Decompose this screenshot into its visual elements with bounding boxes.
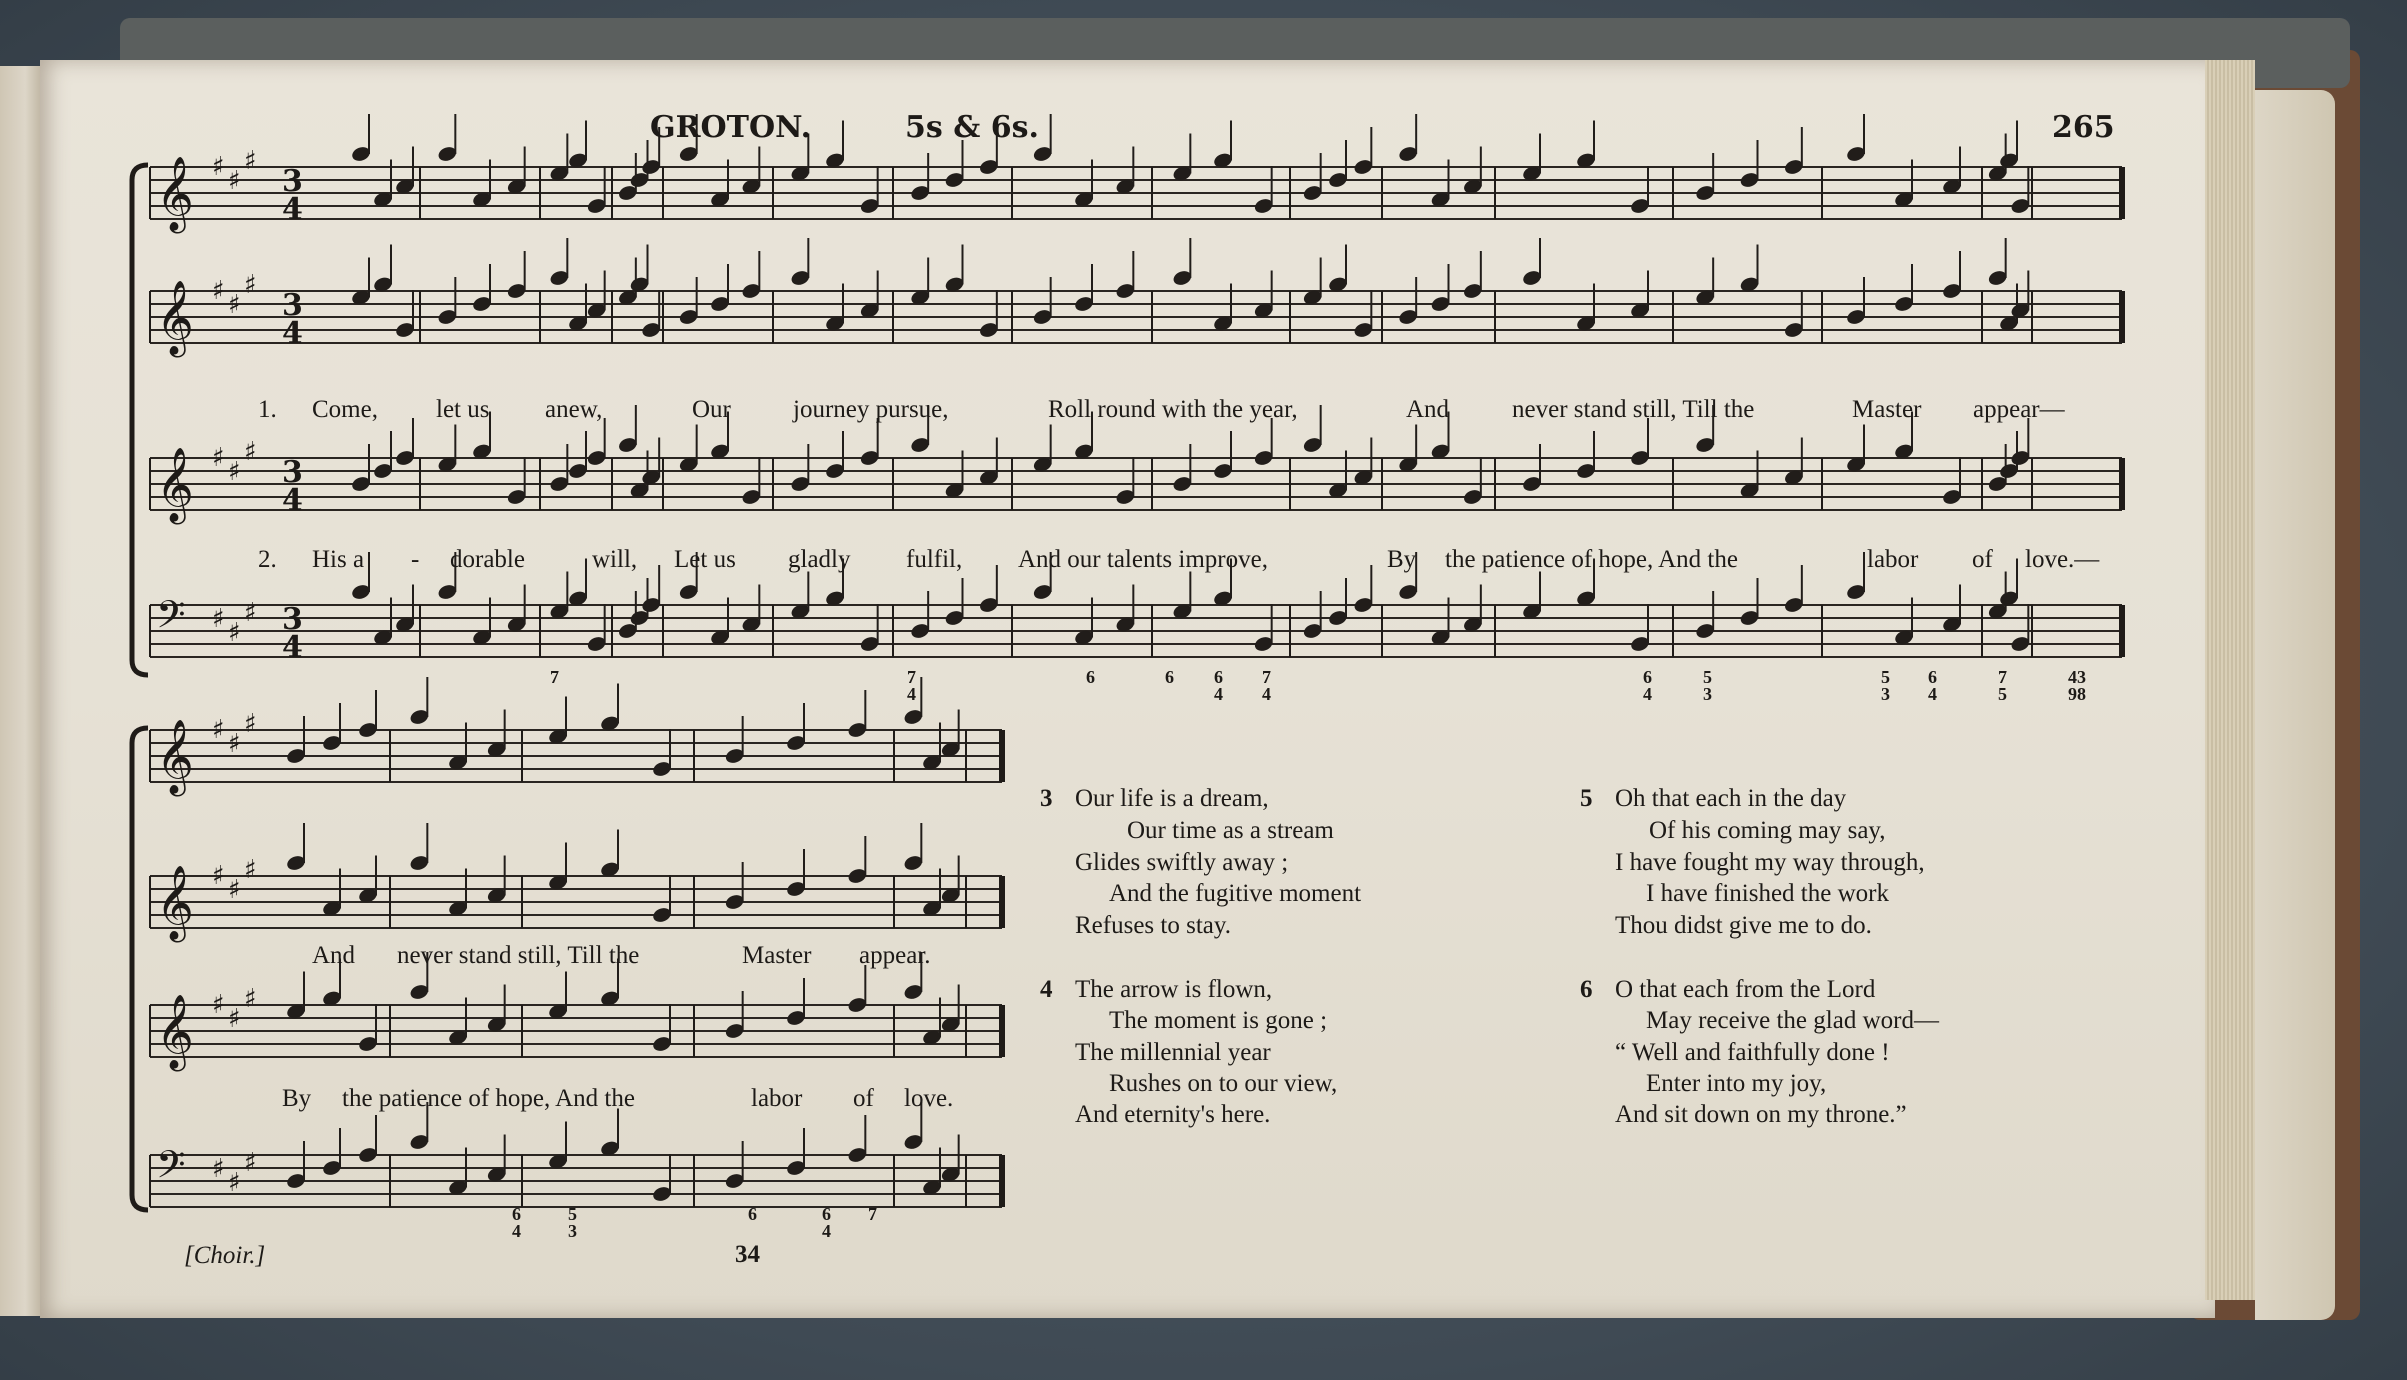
verse-line: O that each from the Lord [1615,976,1876,1003]
sharp-icon: ♯ [244,598,257,628]
system-1-brace [132,165,148,675]
system-2-staff [150,709,1002,797]
figure-top: 7 [1998,667,2007,687]
figure-bottom: 4 [907,684,916,704]
measure-notes [1521,418,1650,493]
lyric-syllable: Let us [674,546,736,573]
lyric-syllable: the patience of hope, And the [1445,546,1738,573]
system-1-staff [150,592,2122,657]
figure-top: 6 [748,1204,757,1224]
measure-notes [285,823,378,918]
verse-block-4 [1040,976,1337,1128]
figure-bottom: 3 [568,1221,577,1241]
measure-notes [409,677,508,772]
time-signature-top: 3 [282,288,303,323]
lyric-syllable: labor [751,1085,803,1112]
lyrics-system-2-alto [312,942,930,969]
figure-top: 43 [2068,667,2086,687]
lyric-syllable: never stand still, Till the [397,942,640,969]
sharp-icon: ♯ [212,1154,225,1184]
sharp-icon: ♯ [212,604,225,634]
verse-1-number: 1. [258,396,277,423]
verse-block-3 [1040,785,1361,939]
lyric-syllable: By [282,1085,312,1112]
lyric-syllable: And [312,942,356,969]
lyric-syllable: labor [1867,546,1919,573]
sharp-icon: ♯ [244,709,257,739]
system-2-staff [150,855,1002,943]
measure-notes [1302,127,1374,202]
measure-notes [724,836,868,911]
figure-top: 7 [868,1204,877,1224]
measure-notes [1987,238,2031,333]
verse-line: Refuses to stay. [1075,912,1231,939]
sharp-icon: ♯ [212,861,225,891]
measure-notes [1845,114,1962,209]
measure-notes [1032,251,1136,326]
sharp-icon: ♯ [212,443,225,473]
sharp-icon: ♯ [212,152,225,182]
treble-clef-icon: 𝄞 [156,995,194,1069]
lyric-syllable: let us [436,396,490,423]
lyric-syllable: love. [904,1085,954,1112]
sharp-icon: ♯ [244,270,257,300]
verse-line: I have fought my way through, [1615,849,1925,876]
verse-line: Oh that each in the day [1615,785,1847,812]
sharp-icon: ♯ [244,1148,257,1178]
lyric-syllable: Master [1852,396,1922,423]
measure-notes [285,690,378,765]
lyric-syllable: gladly [788,546,851,573]
system-1-staff [150,437,2122,525]
figure-top: 7 [550,667,559,687]
page-number: 265 [2052,110,2115,145]
measure-notes [1302,565,1374,640]
verse-line: Thou didst give me to do. [1615,912,1872,939]
lyric-syllable: of [853,1085,874,1112]
verse-block-5 [1580,785,1925,939]
measure-notes [724,690,868,765]
verse-number: 3 [1040,785,1053,812]
sharp-icon: ♯ [228,1168,241,1198]
verse-line: Glides swiftly away ; [1075,849,1289,876]
verse-line: Our time as a stream [1127,817,1334,844]
measure-notes [790,418,881,493]
measure-notes [903,1102,962,1197]
measure-notes [409,823,508,918]
lyrics-system-2-tenor [282,1085,953,1112]
time-signature-top: 3 [282,164,303,199]
measure-notes [678,251,762,326]
figure-bottom: 4 [1928,684,1937,704]
figure-top: 5 [1703,667,1712,687]
figure-top: 6 [1086,667,1095,687]
verse-line: The millennial year [1075,1039,1271,1066]
signature-number: 34 [735,1241,760,1268]
measure-notes [1397,251,1483,326]
figure-top: 6 [1928,667,1937,687]
sharp-icon: ♯ [244,855,257,885]
sharp-icon: ♯ [212,276,225,306]
measure-notes [1845,251,1962,326]
measure-notes [1032,114,1136,209]
system-2-staff [150,984,1002,1072]
lyric-syllable: the patience of hope, And the [342,1085,635,1112]
verse-line: Of his coming may say, [1649,817,1886,844]
sharp-icon: ♯ [244,437,257,467]
sharp-icon: ♯ [228,729,241,759]
lyric-syllable: Our [692,396,731,423]
lyric-syllable: Come, [312,396,378,423]
verse-line: Our life is a dream, [1075,785,1269,812]
measure-notes [350,418,415,493]
measure-notes [724,1115,868,1190]
measure-notes [1302,405,1374,500]
figure-bottom: 4 [1214,684,1223,704]
lyric-syllable: journey pursue, [793,396,949,423]
sharp-icon: ♯ [212,715,225,745]
lyric-syllable: will, [592,546,638,573]
verse-2-number: 2. [258,546,277,573]
measure-notes [903,823,962,918]
lyric-syllable: - [411,546,420,573]
measure-notes [617,565,662,640]
time-signature-top: 3 [282,455,303,490]
measure-notes [437,251,528,326]
measure-notes [1397,114,1483,209]
measure-notes [909,565,999,640]
system-2-brace [132,728,148,1210]
bass-clef-icon: 𝄢 [156,1142,186,1196]
measure-notes [1172,238,1275,333]
sharp-icon: ♯ [228,457,241,487]
choir-mark: [Choir.] [184,1242,266,1269]
figure-top: 7 [907,667,916,687]
lyric-syllable: His a [312,546,365,573]
time-signature-top: 3 [282,602,303,637]
measure-notes [1694,565,1804,640]
figure-top: 5 [568,1204,577,1224]
verse-number: 4 [1040,976,1053,1003]
lyric-syllable: And [1406,396,1450,423]
verse-line: Enter into my joy, [1646,1070,1827,1097]
verse-line: Rushes on to our view, [1109,1070,1338,1097]
measure-notes [724,965,868,1040]
treble-clef-icon: 𝄞 [156,281,194,355]
verse-number: 6 [1580,976,1593,1003]
lyric-syllable: never stand still, Till the [1512,396,1755,423]
figure-top: 6 [1643,667,1652,687]
figure-bottom: 98 [2068,684,2086,704]
treble-clef-icon: 𝄞 [156,157,194,231]
verse-number: 5 [1580,785,1593,812]
figure-bottom: 4 [1643,684,1652,704]
verse-line: The moment is gone ; [1109,1007,1328,1034]
lyric-syllable: By [1387,546,1417,573]
figure-bottom: 4 [1262,684,1271,704]
measure-notes [1172,418,1275,493]
figure-bottom: 4 [822,1221,831,1241]
verse-line: I have finished the work [1646,880,1889,907]
figure-top: 6 [512,1204,521,1224]
verse-line: And eternity's here. [1075,1101,1271,1128]
lyrics-verse-2 [258,546,2100,573]
figure-top: 6 [822,1204,831,1224]
figure-bottom: 4 [512,1221,521,1241]
verse-line: And the fugitive moment [1109,880,1362,907]
figure-bottom: 3 [1881,684,1890,704]
measure-notes [1987,418,2031,493]
system-2-staff [150,1142,1002,1207]
figure-top: 5 [1881,667,1890,687]
figure-top: 6 [1165,667,1174,687]
measure-notes [617,405,662,500]
measure-notes [285,1115,378,1190]
sharp-icon: ♯ [228,1004,241,1034]
lyric-syllable: appear— [1973,396,2065,423]
sharp-icon: ♯ [244,146,257,176]
lyric-syllable: love.— [2025,546,2100,573]
measure-notes [549,418,608,493]
sharp-icon: ♯ [228,618,241,648]
verse-line: And sit down on my throne.” [1615,1101,1907,1128]
lyrics-verse-1 [258,396,2066,423]
sharp-icon: ♯ [228,290,241,320]
measure-notes [1694,127,1804,202]
treble-clef-icon: 𝄞 [156,448,194,522]
measure-notes [549,238,608,333]
sharp-icon: ♯ [228,166,241,196]
time-signature-bottom: 4 [282,316,303,351]
sharp-icon: ♯ [212,990,225,1020]
sharp-icon: ♯ [228,875,241,905]
time-signature-bottom: 4 [282,192,303,227]
verse-line: The arrow is flown, [1075,976,1273,1003]
lyric-syllable: anew, [545,396,603,423]
treble-clef-icon: 𝄞 [156,866,194,940]
bass-clef-icon: 𝄢 [156,592,186,646]
sharp-icon: ♯ [244,984,257,1014]
figure-top: 6 [1214,667,1223,687]
hymn-title: GROTON. [650,110,812,145]
figure-bottom: 3 [1703,684,1712,704]
measure-notes [1521,238,1650,333]
verse-block-6 [1580,976,1940,1128]
lyric-syllable: Master [742,942,812,969]
measure-notes [409,1102,508,1197]
verse-line: May receive the glad word— [1646,1007,1939,1034]
hymn-meter: 5s & 6s. [905,110,1039,145]
measure-notes [350,114,415,209]
lyric-syllable: of [1972,546,1993,573]
lyric-syllable: dorable [450,546,525,573]
treble-clef-icon: 𝄞 [156,720,194,794]
time-signature-bottom: 4 [282,630,303,665]
lyric-syllable: appear. [859,942,931,969]
verse-line: “ Well and faithfully done ! [1615,1039,1890,1066]
lyric-syllable: And our talents improve, [1018,546,1268,573]
figure-bottom: 5 [1998,684,2007,704]
time-signature-bottom: 4 [282,483,303,518]
measure-notes [790,238,881,333]
measure-notes [437,114,528,209]
figure-top: 7 [1262,667,1271,687]
lyric-syllable: fulfil, [906,546,963,573]
lyric-syllable: Roll round with the year, [1048,396,1298,423]
